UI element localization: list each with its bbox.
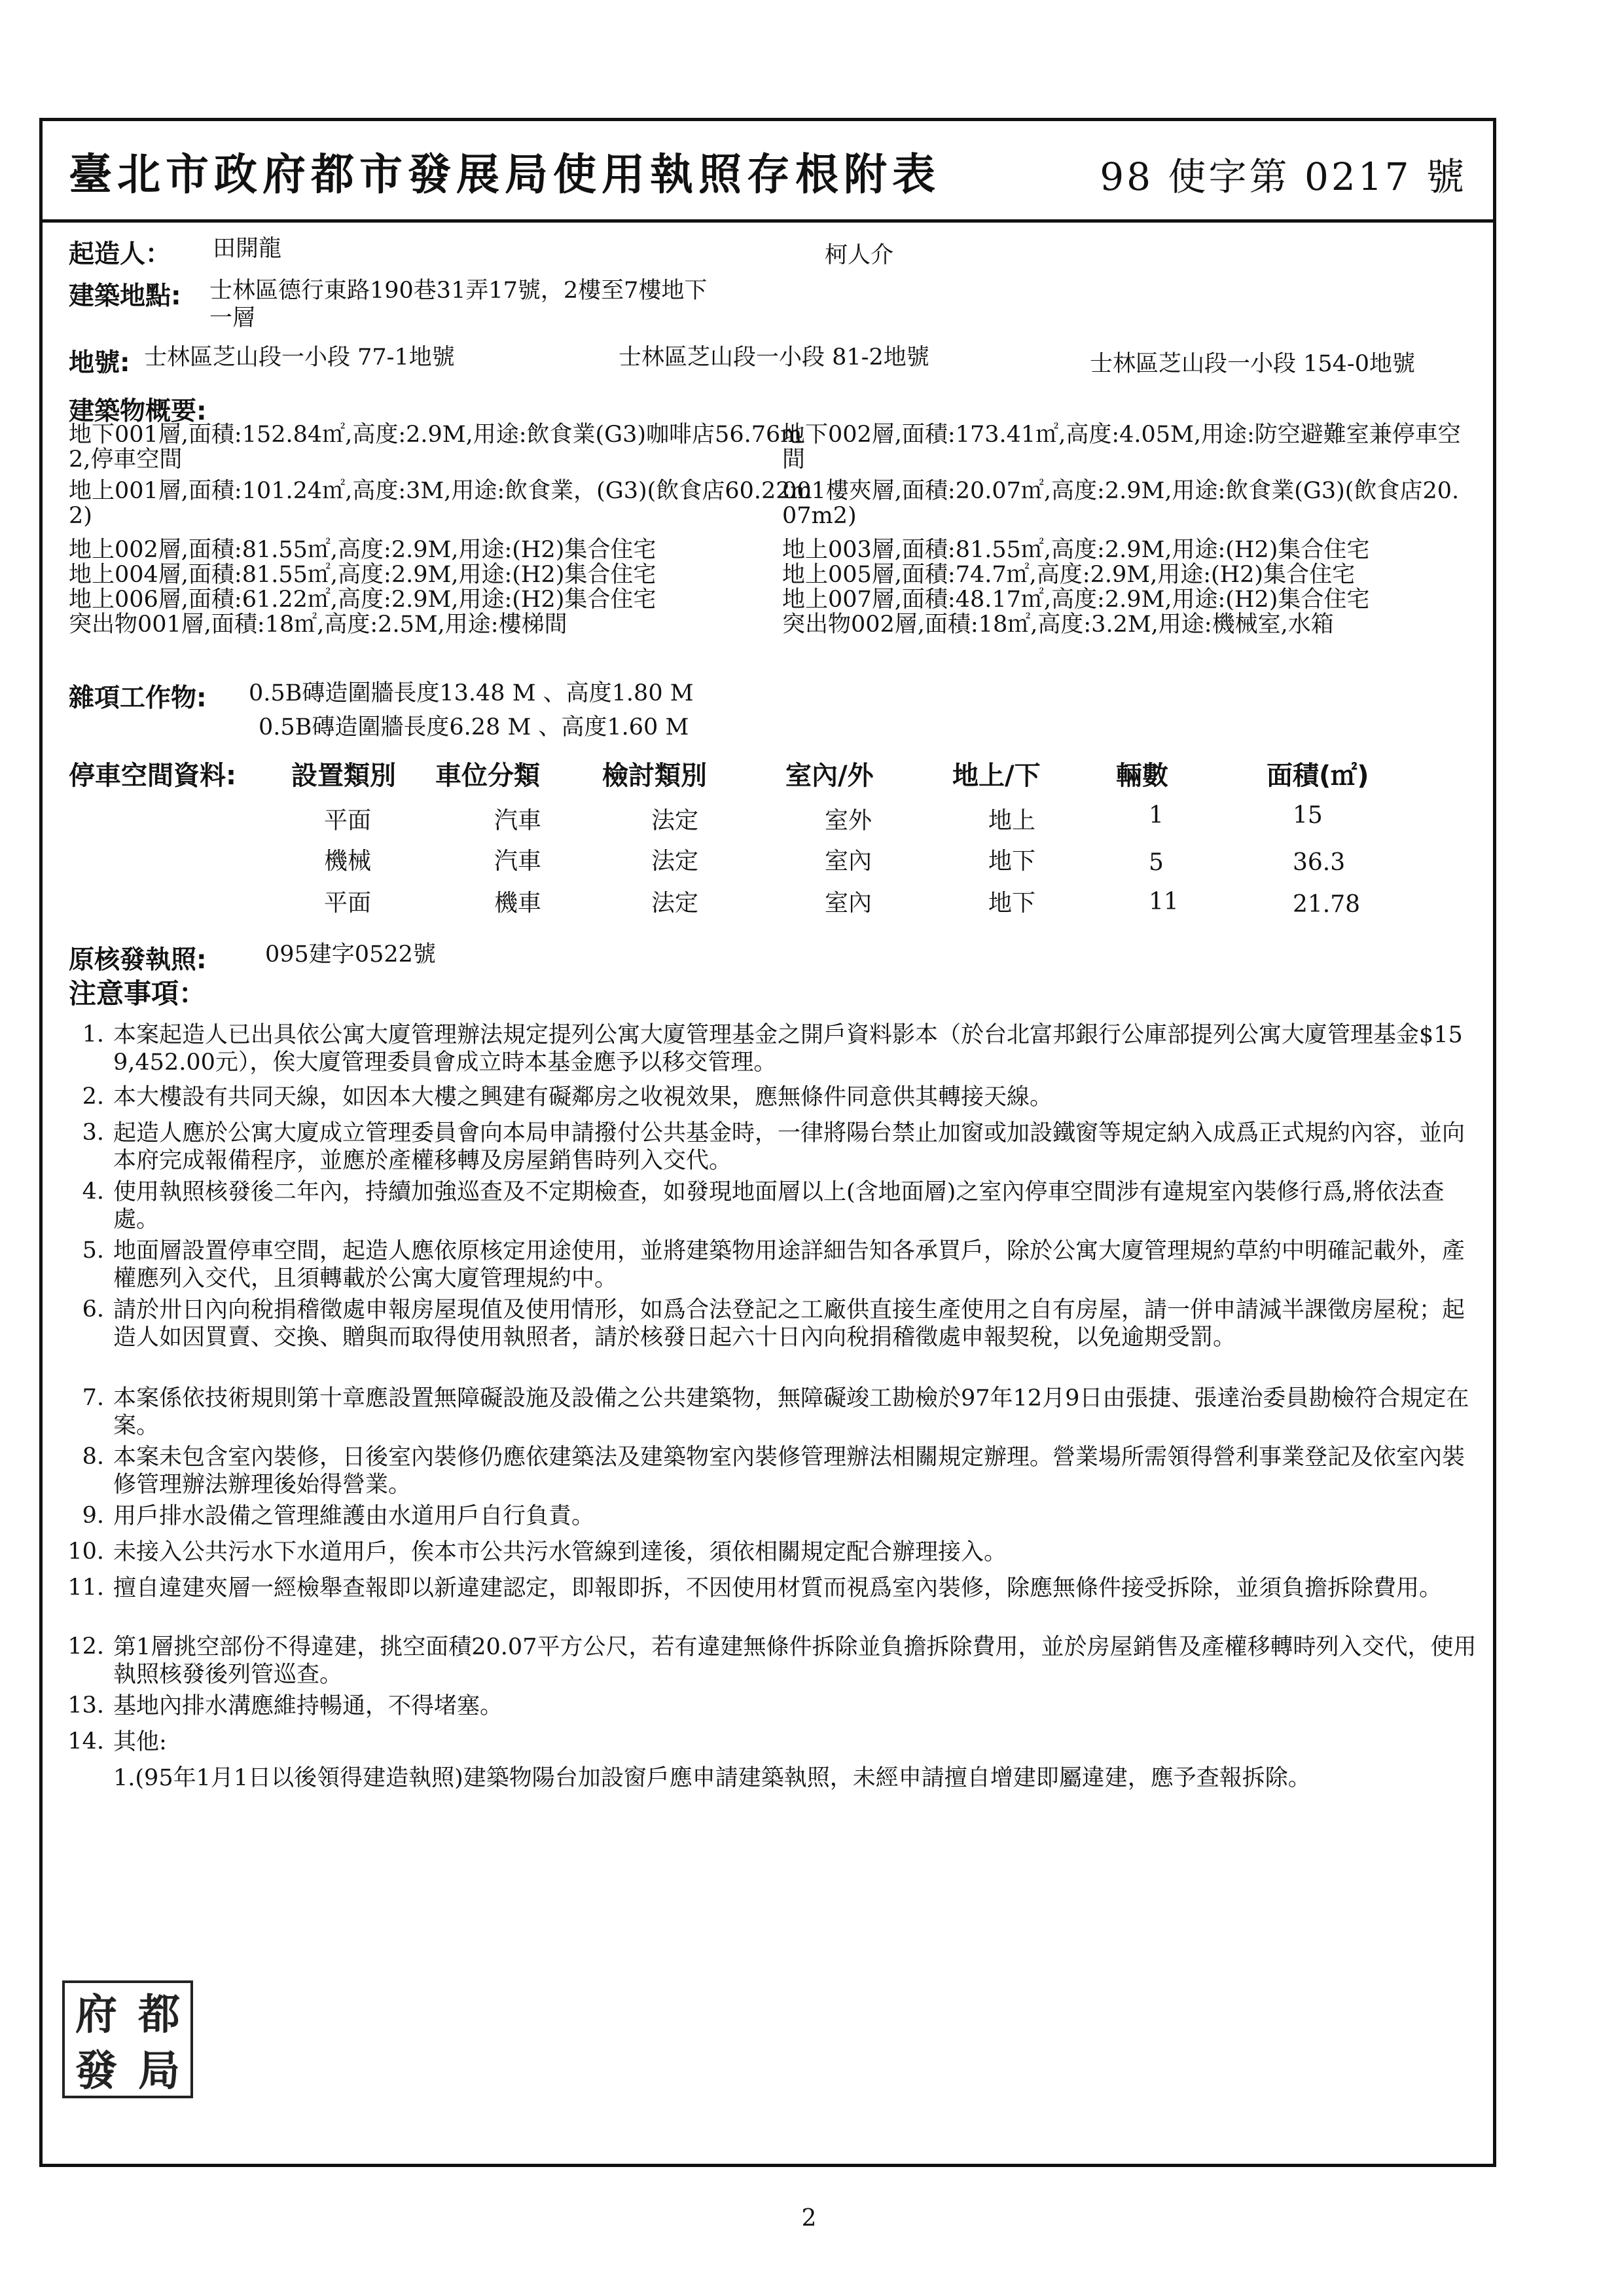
note-number: 8. [82, 1444, 104, 1470]
lot-item-2: 士林區芝山段一小段 81-2地號 [619, 344, 929, 371]
parking-cell: 地下 [988, 890, 1036, 917]
permit-number: 98 使字第 0217 號 [1100, 155, 1467, 199]
parking-header: 輛數 [1116, 761, 1168, 791]
note-text: 第1層挑空部份不得違建，挑空面積20.07平方公尺，若有違建無條件拆除並負擔拆除費用，並於房屋銷售及產權移轉時列入交代，使用執照核發後列管巡查。 [113, 1634, 1477, 1688]
note-number: 4. [82, 1178, 104, 1205]
parking-cell: 法定 [651, 848, 699, 875]
note-text: 使用執照核發後二年內，持續加強巡查及不定期檢查，如發現地面層以上(含地面層)之室內停車空間涉有違規室內裝修行爲,將依法查處。 [113, 1179, 1445, 1233]
building-entry: 地下001層,面積:152.84㎡,高度:2.9M,用途:飲食業(G3)咖啡店56.76m2,停車空間 [69, 422, 802, 473]
misc-line-2: 0.5B磚造圍牆長度6.28 M 、高度1.60 M [259, 714, 689, 740]
misc-line-1: 0.5B磚造圍牆長度13.48 M 、高度1.80 M [249, 680, 694, 706]
parking-cell: 地下 [988, 848, 1036, 875]
note-text: 本案起造人已出具依公寓大廈管理辦法規定提列公寓大廈管理基金之開戶資料影本（於台北富邦銀行公庫部提列公寓大廈管理基金$159,452.00元），俟大廈管理委員會成立時本基金應予以移交管理。 [113, 1022, 1463, 1076]
note-text: 地面層設置停車空間，起造人應依原核定用途使用，並將建築物用途詳細告知各承買戶，除於公寓大廈管理規約草約中明確記載外，產權應列入交代，且須轉載於公寓大廈管理規約中。 [113, 1238, 1465, 1292]
note-sub-item: 1.(95年1月1日以後領得建造執照)建築物陽台加設窗戶應申請建築執照，未經申請擅自增建即屬違建，應予查報拆除。 [113, 1765, 1311, 1791]
document-frame [39, 118, 1496, 2167]
parking-cell: 機械 [324, 848, 372, 875]
note-text: 其他: [113, 1729, 167, 1755]
applicant-name-1: 田開龍 [213, 236, 282, 262]
note-number: 5. [82, 1237, 104, 1264]
building-entry: 地下002層,面積:173.41㎡,高度:4.05M,用途:防空避難室兼停車空間 [782, 422, 1461, 473]
parking-header: 檢討類別 [602, 761, 707, 791]
note-number: 13. [67, 1692, 104, 1719]
note-text: 用戶排水設備之管理維護由水道用戶自行負責。 [113, 1503, 595, 1529]
building-entry: 地上003層,面積:81.55㎡,高度:2.9M,用途:(H2)集合住宅 [782, 537, 1370, 563]
parking-cell: 平面 [324, 807, 372, 834]
applicant-name-2: 柯人介 [825, 242, 894, 268]
seal-char: 都 [138, 1990, 180, 2039]
original-permit-label: 原核發執照: [69, 945, 207, 975]
applicant-label: 起造人： [69, 240, 171, 269]
note-number: 3. [82, 1120, 104, 1146]
page-number: 2 [801, 2205, 817, 2232]
seal-char: 發 [75, 2047, 117, 2096]
seal-char: 府 [75, 1990, 117, 2039]
parking-header: 車位分類 [435, 761, 540, 791]
parking-cell: 機車 [494, 890, 542, 917]
lot-item-1: 士林區芝山段一小段 77-1地號 [144, 344, 455, 371]
parking-header: 設置類別 [291, 761, 396, 791]
note-text: 本案未包含室內裝修，日後室內裝修仍應依建築法及建築物室內裝修管理辦法相關規定辦理。營業場所需領得營利事業登記及依室內裝修管理辦法辦理後始得營業。 [113, 1444, 1465, 1498]
parking-cell: 法定 [651, 807, 699, 834]
official-seal [62, 1980, 193, 2098]
title-row [43, 121, 1493, 223]
note-number: 14. [67, 1728, 104, 1755]
parking-header: 地上/下 [952, 761, 1041, 791]
building-entry: 地上004層,面積:81.55㎡,高度:2.9M,用途:(H2)集合住宅 [69, 562, 656, 588]
parking-cell: 1 [1149, 802, 1164, 829]
note-text: 本大樓設有共同天線，如因本大樓之興建有礙鄰房之收視效果，應無條件同意供其轉接天線。 [113, 1084, 1053, 1110]
building-right-column [782, 422, 1469, 637]
lot-item-3: 士林區芝山段一小段 154-0地號 [1090, 351, 1416, 377]
parking-cell: 15 [1293, 802, 1323, 829]
lot-label: 地號: [69, 348, 130, 378]
parking-cell: 法定 [651, 890, 699, 917]
parking-label: 停車空間資料: [69, 761, 236, 791]
building-entry: 地上001層,面積:101.24㎡,高度:3M,用途:飲食業，(G3)(飲食店60.22m2) [69, 478, 812, 529]
note-text: 未接入公共污水下水道用戶，俟本市公共污水管線到達後，須依相關規定配合辦理接入。 [113, 1539, 1007, 1565]
parking-cell: 平面 [324, 890, 372, 917]
building-entry: 地上005層,面積:74.7㎡,高度:2.9M,用途:(H2)集合住宅 [782, 562, 1356, 588]
site-line-1: 士林區德行東路190巷31弄17號，2樓至7樓地下 [209, 278, 708, 304]
parking-cell: 室內 [825, 848, 872, 875]
note-number: 11. [67, 1575, 104, 1601]
building-left-column [69, 422, 818, 637]
misc-label: 雜項工作物: [69, 683, 207, 713]
note-number: 12. [67, 1633, 104, 1660]
note-number: 1. [82, 1021, 104, 1048]
parking-cell: 汽車 [494, 848, 542, 875]
note-number: 2. [82, 1084, 104, 1110]
building-entry: 001樓夾層,面積:20.07㎡,高度:2.9M,用途:飲食業(G3)(飲食店20.07m2) [782, 478, 1460, 529]
seal-char: 局 [138, 2047, 180, 2096]
note-number: 10. [67, 1539, 104, 1565]
note-text: 請於卅日內向稅捐稽徵處申報房屋現值及使用情形，如爲合法登記之工廠供直接生產使用之自有房屋，請一併申請減半課徵房屋稅；起造人如因買賣、交換、贈與而取得使用執照者，請於核發日起六十日內向稅捐稽徵處申報契稅，以免逾期受罰。 [113, 1297, 1465, 1351]
parking-cell: 室外 [825, 807, 872, 834]
note-text: 起造人應於公寓大廈成立管理委員會向本局申請撥付公共基金時，一律將陽台禁止加窗或加設鐵窗等規定納入成爲正式規約內容，並向本府完成報備程序，並應於產權移轉及房屋銷售時列入交代。 [113, 1120, 1465, 1174]
notes-label: 注意事項： [69, 977, 207, 1010]
parking-cell: 地上 [988, 807, 1036, 834]
building-entry: 地上006層,面積:61.22㎡,高度:2.9M,用途:(H2)集合住宅 [69, 587, 656, 613]
building-entry: 突出物001層,面積:18㎡,高度:2.5M,用途:樓梯間 [69, 611, 567, 638]
building-entry: 地上002層,面積:81.55㎡,高度:2.9M,用途:(H2)集合住宅 [69, 537, 656, 563]
building-label: 建築物概要: [69, 397, 207, 426]
parking-cell: 5 [1149, 849, 1164, 876]
note-number: 6. [82, 1296, 104, 1322]
document-title: 臺北市政府都市發展局使用執照存根附表 [69, 149, 941, 200]
parking-cell: 室內 [825, 890, 872, 917]
building-entry: 突出物002層,面積:18㎡,高度:3.2M,用途:機械室,水箱 [782, 611, 1334, 638]
parking-cell: 11 [1149, 888, 1179, 915]
site-label: 建築地點: [69, 282, 181, 311]
note-text: 本案係依技術規則第十章應設置無障礙設施及設備之公共建築物，無障礙竣工勘檢於97年12月9日由張捷、張達治委員勘檢符合規定在案。 [113, 1385, 1469, 1439]
parking-header: 面積(㎡) [1267, 761, 1369, 791]
site-line-2: 一層 [209, 305, 256, 331]
parking-cell: 汽車 [494, 807, 542, 834]
note-text: 基地內排水溝應維持暢通，不得堵塞。 [113, 1693, 503, 1719]
building-entry: 地上007層,面積:48.17㎡,高度:2.9M,用途:(H2)集合住宅 [782, 587, 1370, 613]
parking-header: 室內/外 [785, 761, 874, 791]
parking-cell: 36.3 [1293, 849, 1346, 876]
note-text: 擅自違建夾層一經檢舉查報即以新違建認定，即報即拆，不因使用材質而視爲室內裝修，除應無條件接受拆除，並須負擔拆除費用。 [113, 1575, 1443, 1601]
note-number: 9. [82, 1503, 104, 1529]
note-number: 7. [82, 1385, 104, 1411]
parking-cell: 21.78 [1293, 891, 1361, 918]
original-permit-value: 095建字0522號 [265, 941, 436, 968]
